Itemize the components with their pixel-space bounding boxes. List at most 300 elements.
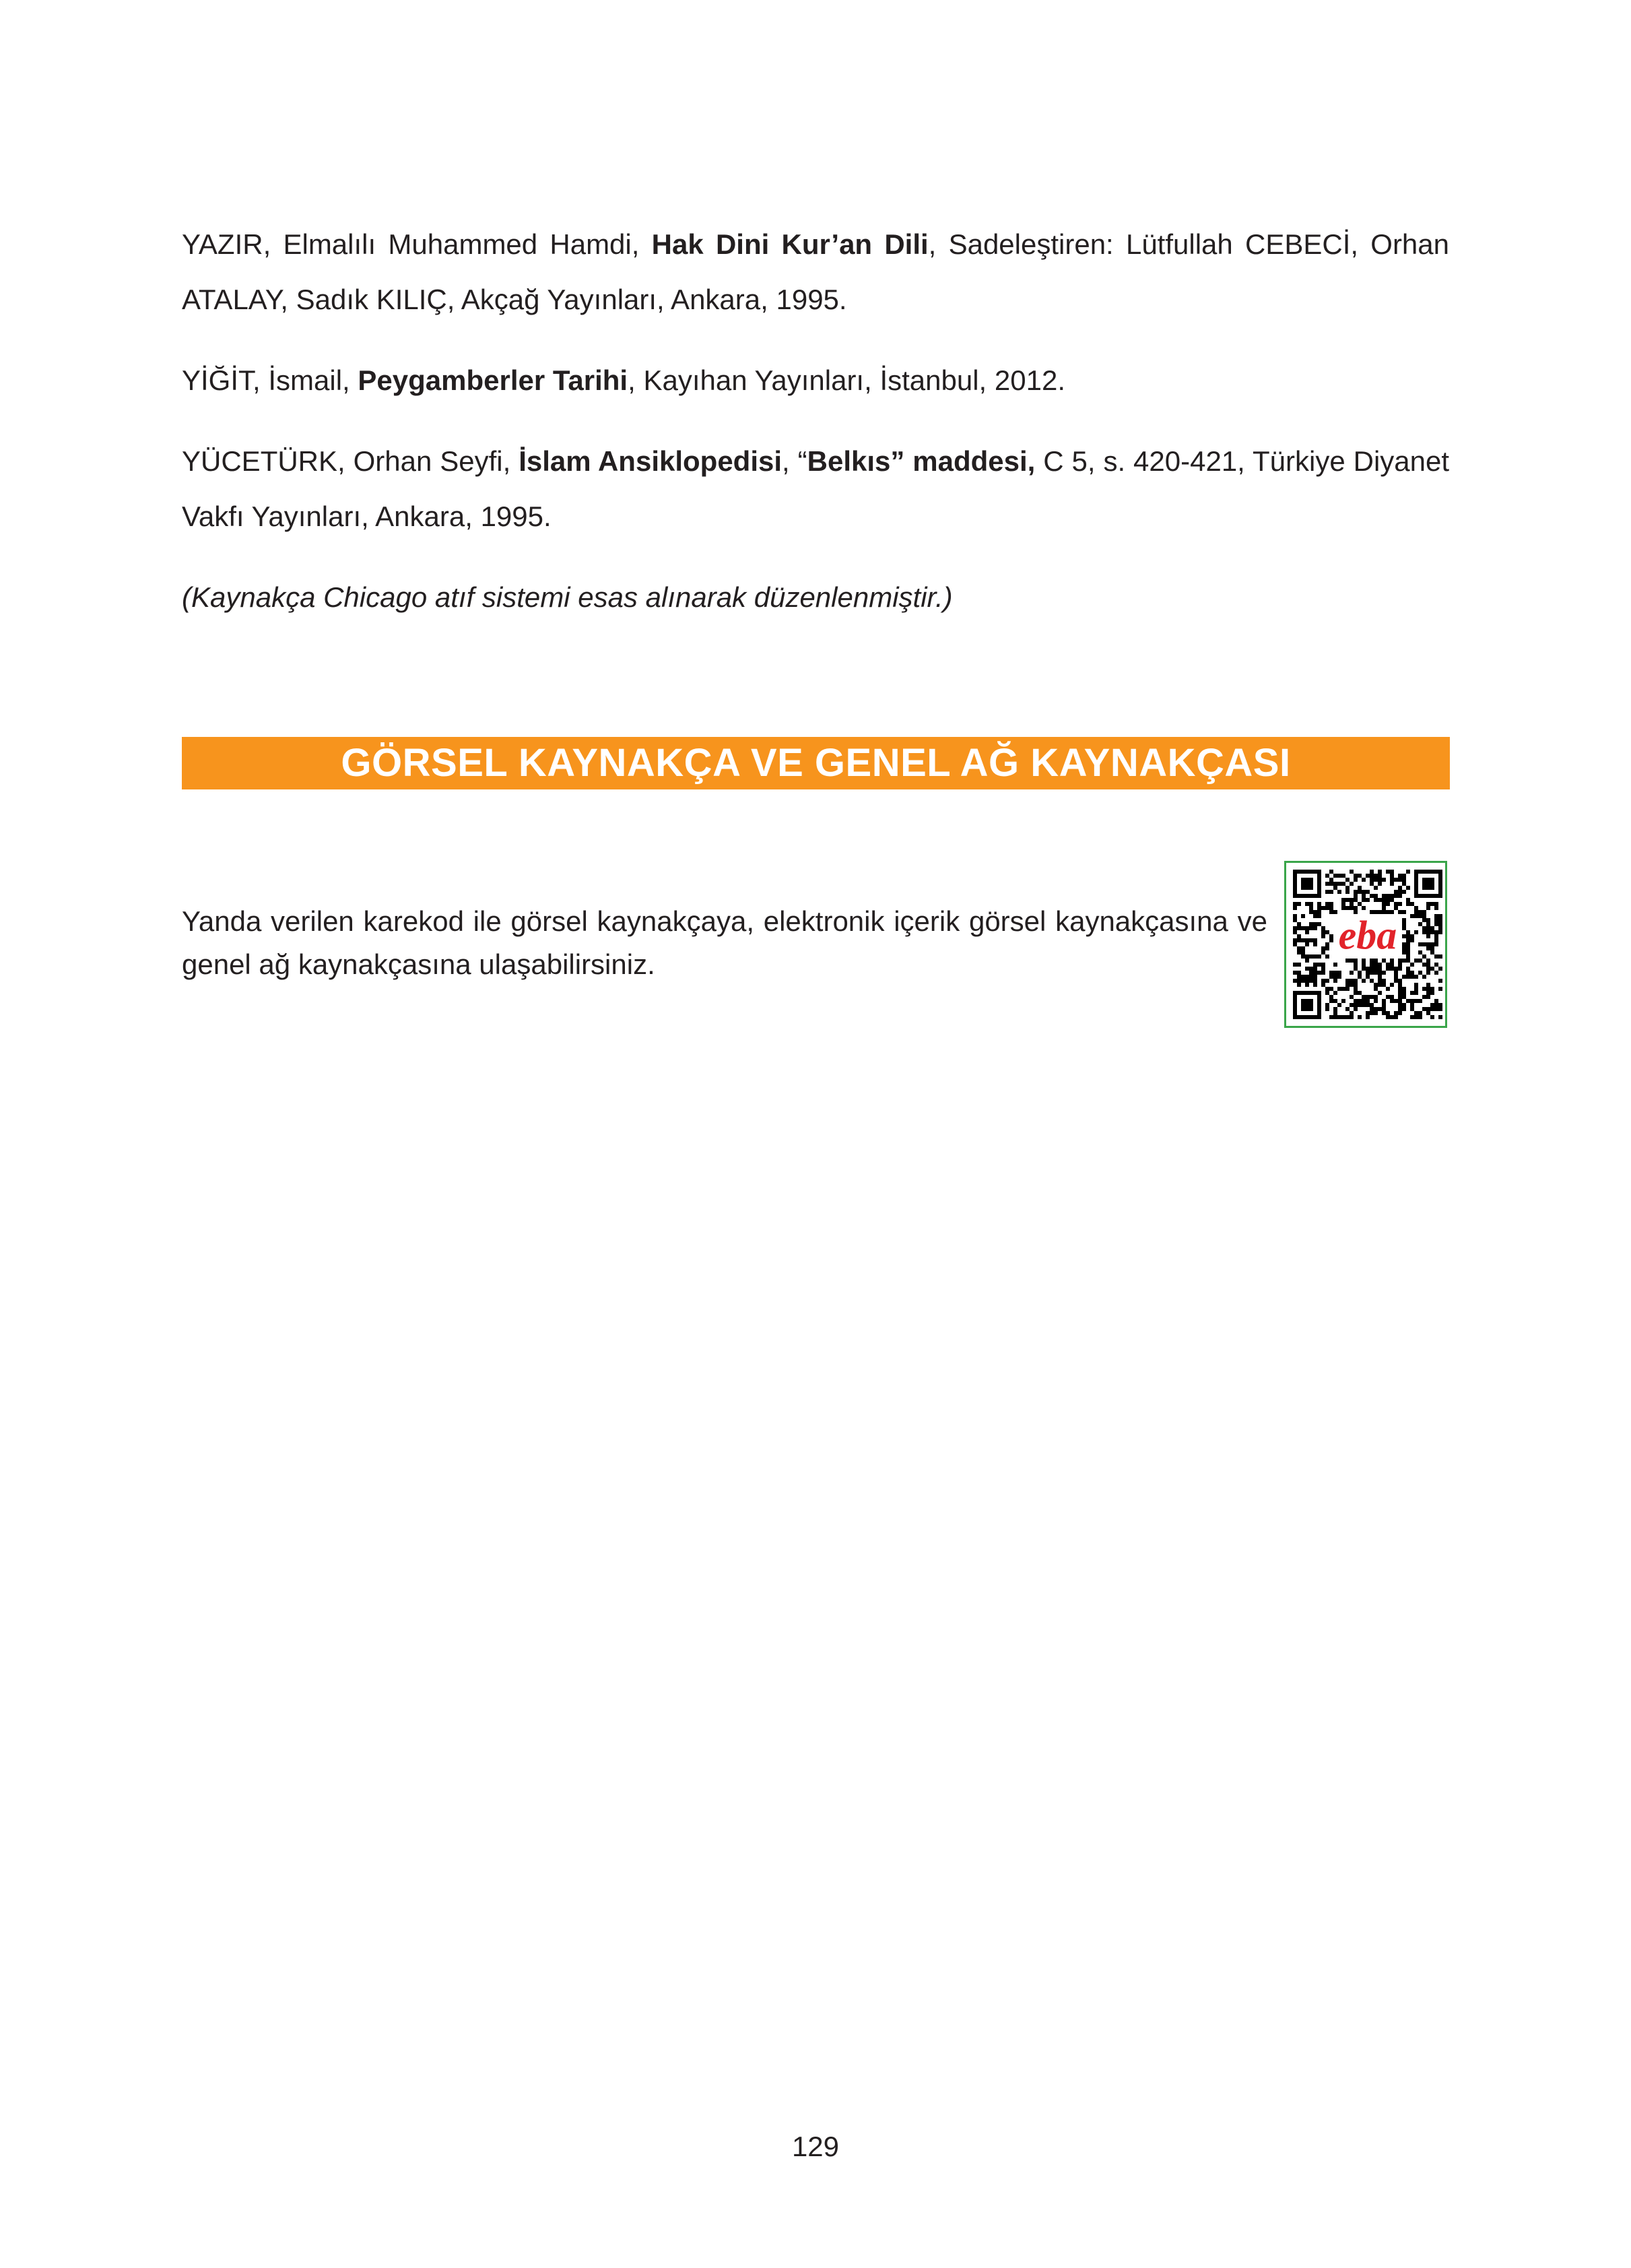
qr-module <box>1329 910 1333 914</box>
qr-module <box>1406 946 1410 950</box>
qr-module <box>1362 963 1366 967</box>
qr-module <box>1426 967 1430 971</box>
qr-module <box>1309 979 1313 983</box>
qr-module <box>1309 938 1313 942</box>
qr-module <box>1354 979 1358 983</box>
qr-module <box>1329 878 1333 882</box>
qr-module <box>1313 938 1317 942</box>
qr-module <box>1374 963 1378 967</box>
qr-module <box>1297 934 1301 938</box>
qr-module <box>1382 979 1386 983</box>
qr-module <box>1329 882 1333 886</box>
qr-module <box>1297 926 1301 930</box>
qr-module <box>1398 890 1402 894</box>
qr-module <box>1325 987 1329 991</box>
qr-module <box>1438 954 1442 959</box>
qr-module <box>1354 987 1358 991</box>
qr-module <box>1398 987 1402 991</box>
qr-module <box>1426 1007 1430 1011</box>
qr-module <box>1329 975 1333 979</box>
qr-module <box>1414 991 1418 995</box>
qr-module <box>1434 999 1438 1003</box>
qr-module <box>1410 938 1414 942</box>
qr-module <box>1394 890 1398 894</box>
qr-module <box>1341 902 1345 906</box>
qr-module <box>1438 1003 1442 1007</box>
qr-module <box>1406 950 1410 954</box>
qr-module <box>1430 1003 1434 1007</box>
qr-module <box>1390 963 1394 967</box>
qr-module <box>1422 1007 1426 1011</box>
reference-separator: , “ <box>782 445 807 477</box>
qr-module <box>1418 999 1422 1003</box>
qr-module <box>1333 971 1337 975</box>
qr-module <box>1438 922 1442 926</box>
qr-module <box>1398 983 1402 987</box>
qr-module <box>1418 1011 1422 1015</box>
qr-module <box>1378 983 1382 987</box>
qr-module <box>1341 987 1345 991</box>
qr-module <box>1370 1011 1374 1015</box>
qr-module <box>1406 938 1410 942</box>
qr-module <box>1362 995 1366 999</box>
qr-module <box>1402 910 1406 914</box>
qr-module <box>1378 991 1382 995</box>
reference-author: YÜCETÜRK, Orhan Seyfi, <box>182 445 519 477</box>
qr-module <box>1426 902 1430 906</box>
qr-module <box>1398 979 1402 983</box>
qr-module <box>1305 967 1309 971</box>
qr-module <box>1374 995 1378 999</box>
qr-module <box>1410 934 1414 938</box>
qr-module <box>1426 991 1430 995</box>
qr-module <box>1422 918 1426 922</box>
qr-module <box>1402 987 1406 991</box>
qr-module <box>1297 983 1301 987</box>
qr-module <box>1390 995 1394 999</box>
qr-module <box>1358 902 1362 906</box>
qr-module <box>1398 1007 1402 1011</box>
qr-module <box>1398 995 1402 999</box>
qr-module <box>1362 878 1366 882</box>
qr-module <box>1350 1015 1354 1019</box>
qr-module <box>1333 1015 1337 1019</box>
reference-entry-yuceturk <box>182 434 1449 544</box>
qr-module <box>1350 983 1354 987</box>
qr-module <box>1410 1007 1414 1011</box>
qr-module <box>1313 954 1317 959</box>
qr-module <box>1333 874 1337 878</box>
qr-module <box>1358 886 1362 890</box>
qr-module <box>1370 894 1374 898</box>
qr-module <box>1321 979 1325 983</box>
qr-module <box>1398 878 1402 882</box>
citation-style-note: (Kaynakça Chicago atıf sistemi esas alınarak düzenlenmiştir.) <box>182 581 953 613</box>
qr-module <box>1394 878 1398 882</box>
qr-module <box>1394 979 1398 983</box>
qr-module <box>1414 914 1418 918</box>
qr-module <box>1309 910 1313 914</box>
qr-module <box>1382 902 1386 906</box>
qr-module <box>1309 967 1313 971</box>
reference-title: İslam Ansiklopedisi <box>519 445 783 477</box>
qr-module <box>1402 1003 1406 1007</box>
qr-module <box>1333 975 1337 979</box>
qr-module <box>1386 967 1390 971</box>
qr-module <box>1402 946 1406 950</box>
qr-module <box>1422 975 1426 979</box>
qr-module <box>1309 906 1313 910</box>
qr-module <box>1350 959 1354 963</box>
qr-module <box>1309 954 1313 959</box>
qr-module <box>1333 886 1337 890</box>
qr-module <box>1309 975 1313 979</box>
reference-title: Hak Dini Kur’an Dili <box>651 228 929 260</box>
qr-module <box>1434 902 1438 906</box>
qr-module <box>1329 934 1333 938</box>
qr-module <box>1406 886 1410 890</box>
qr-module <box>1309 971 1313 975</box>
qr-module <box>1438 930 1442 934</box>
qr-module <box>1426 971 1430 975</box>
qr-module <box>1370 959 1374 963</box>
qr-module <box>1406 942 1410 946</box>
qr-module <box>1366 967 1370 971</box>
qr-module <box>1293 930 1297 934</box>
qr-module <box>1321 934 1325 938</box>
qr-module <box>1337 975 1341 979</box>
qr-module <box>1358 1003 1362 1007</box>
qr-module <box>1390 878 1394 882</box>
qr-module <box>1354 983 1358 987</box>
qr-module <box>1350 906 1354 910</box>
qr-module <box>1325 991 1329 995</box>
qr-module <box>1370 963 1374 967</box>
qr-module <box>1394 967 1398 971</box>
qr-module <box>1325 890 1329 894</box>
qr-module <box>1321 946 1325 950</box>
qr-module <box>1402 950 1406 954</box>
qr-module <box>1358 999 1362 1003</box>
qr-module <box>1418 910 1422 914</box>
qr-module <box>1309 926 1313 930</box>
qr-module <box>1398 886 1402 890</box>
qr-module <box>1394 971 1398 975</box>
qr-module <box>1325 882 1329 886</box>
qr-module <box>1430 991 1434 995</box>
qr-module <box>1374 886 1378 890</box>
qr-module <box>1422 910 1426 914</box>
qr-module <box>1378 967 1382 971</box>
qr-module <box>1418 971 1422 975</box>
qr-module <box>1378 963 1382 967</box>
qr-module <box>1430 967 1434 971</box>
qr-module <box>1358 890 1362 894</box>
qr-module <box>1402 918 1406 922</box>
qr-module <box>1378 971 1382 975</box>
qr-module <box>1293 926 1297 930</box>
qr-module <box>1374 971 1378 975</box>
reference-entry-yazir <box>182 217 1449 327</box>
qr-module <box>1354 890 1358 894</box>
qr-module <box>1390 870 1394 874</box>
qr-module <box>1382 898 1386 902</box>
qr-module <box>1309 902 1313 906</box>
qr-module <box>1386 902 1390 906</box>
qr-module <box>1402 975 1406 979</box>
qr-module <box>1430 950 1434 954</box>
qr-module <box>1402 959 1406 963</box>
qr-module <box>1438 987 1442 991</box>
qr-module <box>1426 942 1430 946</box>
qr-module <box>1321 963 1325 967</box>
qr-module <box>1305 902 1309 906</box>
qr-module <box>1366 999 1370 1003</box>
qr-module <box>1293 971 1297 975</box>
qr-module <box>1406 959 1410 963</box>
qr-module <box>1430 930 1434 934</box>
qr-module <box>1329 902 1333 906</box>
qr-module <box>1337 874 1341 878</box>
qr-module <box>1354 1003 1358 1007</box>
qr-module <box>1362 894 1366 898</box>
qr-module <box>1374 999 1378 1003</box>
qr-module <box>1406 898 1410 902</box>
qr-module <box>1358 991 1362 995</box>
qr-module <box>1418 1015 1422 1019</box>
qr-module <box>1426 906 1430 910</box>
qr-module <box>1350 1003 1354 1007</box>
qr-module <box>1370 995 1374 999</box>
page-number: 129 <box>791 2131 840 2162</box>
qr-module <box>1370 1003 1374 1007</box>
qr-module <box>1313 983 1317 987</box>
qr-module <box>1438 967 1442 971</box>
qr-module <box>1293 979 1297 983</box>
qr-module <box>1426 995 1430 999</box>
qr-module <box>1414 975 1418 979</box>
qr-module <box>1422 954 1426 959</box>
qr-module <box>1333 979 1337 983</box>
qr-code[interactable] <box>1284 861 1447 1028</box>
qr-module <box>1329 1015 1333 1019</box>
qr-code-icon <box>1293 870 1442 1019</box>
qr-module <box>1382 906 1386 910</box>
qr-module <box>1333 991 1337 995</box>
qr-module <box>1418 942 1422 946</box>
qr-module <box>1434 938 1438 942</box>
qr-module <box>1434 922 1438 926</box>
qr-module <box>1394 894 1398 898</box>
qr-module <box>1358 1015 1362 1019</box>
qr-module <box>1350 882 1354 886</box>
qr-module <box>1410 975 1414 979</box>
qr-module <box>1410 1003 1414 1007</box>
qr-module <box>1406 967 1410 971</box>
qr-module <box>1418 922 1422 926</box>
reference-author: YAZIR, Elmalılı Muhammed Hamdi, <box>182 228 652 260</box>
qr-module <box>1390 999 1394 1003</box>
qr-module <box>1297 902 1301 906</box>
qr-module <box>1297 946 1301 950</box>
qr-module <box>1374 1007 1378 1011</box>
qr-module <box>1430 1015 1434 1019</box>
qr-module <box>1382 1011 1386 1015</box>
qr-module <box>1325 930 1329 934</box>
qr-module <box>1333 963 1337 967</box>
qr-module <box>1329 906 1333 910</box>
qr-module <box>1313 971 1317 975</box>
reference-entry-yigit <box>182 353 1449 408</box>
reference-details: , Sadeleştiren: Lütfullah CEBECİ, Orhan ATALAY, Sadık KILIÇ, Akçağ Yayınları, Ankara, 1995. <box>182 228 1450 315</box>
qr-module <box>1325 954 1329 959</box>
qr-module <box>1426 959 1430 963</box>
qr-module <box>1382 983 1386 987</box>
qr-module <box>1329 999 1333 1003</box>
qr-module <box>1317 910 1321 914</box>
qr-module <box>1370 979 1374 983</box>
qr-module <box>1398 999 1402 1003</box>
qr-module <box>1406 971 1410 975</box>
qr-module <box>1386 987 1390 991</box>
qr-module <box>1333 999 1337 1003</box>
bibliography-list <box>182 217 1449 625</box>
qr-module <box>1317 971 1321 975</box>
qr-module <box>1337 890 1341 894</box>
qr-module <box>1333 1007 1337 1011</box>
qr-module <box>1309 922 1313 926</box>
qr-module <box>1422 995 1426 999</box>
qr-module <box>1345 890 1350 894</box>
qr-module <box>1325 946 1329 950</box>
qr-module <box>1430 942 1434 946</box>
qr-module <box>1350 971 1354 975</box>
qr-module <box>1370 874 1374 878</box>
qr-module <box>1422 963 1426 967</box>
qr-module <box>1414 959 1418 963</box>
qr-module <box>1426 946 1430 950</box>
qr-module <box>1410 902 1414 906</box>
qr-module <box>1430 902 1434 906</box>
qr-module <box>1362 959 1366 963</box>
qr-module <box>1426 987 1430 991</box>
qr-module <box>1321 983 1325 987</box>
qr-module <box>1325 902 1329 906</box>
qr-module <box>1354 991 1358 995</box>
qr-module <box>1297 975 1301 979</box>
qr-module <box>1390 1015 1394 1019</box>
qr-module <box>1305 954 1309 959</box>
qr-module <box>1317 963 1321 967</box>
qr-module <box>1390 874 1394 878</box>
qr-module <box>1426 963 1430 967</box>
qr-module <box>1297 963 1301 967</box>
qr-module <box>1366 1011 1370 1015</box>
qr-module <box>1337 882 1341 886</box>
reference-details: C 5, s. 420-421, Türkiye Diyanet Vakfı Yayınları, Ankara, 1995. <box>182 445 1450 532</box>
qr-module <box>1297 922 1301 926</box>
qr-module <box>1362 898 1366 902</box>
qr-module <box>1370 882 1374 886</box>
qr-module <box>1297 971 1301 975</box>
qr-module <box>1434 942 1438 946</box>
qr-module <box>1325 1007 1329 1011</box>
qr-module <box>1325 1003 1329 1007</box>
qr-module <box>1402 874 1406 878</box>
qr-module <box>1358 975 1362 979</box>
qr-module <box>1438 914 1442 918</box>
qr-module <box>1313 922 1317 926</box>
qr-module <box>1374 959 1378 963</box>
qr-module <box>1394 999 1398 1003</box>
qr-module <box>1297 938 1301 942</box>
qr-module <box>1390 894 1394 898</box>
qr-module <box>1337 971 1341 975</box>
qr-module <box>1345 979 1350 983</box>
qr-module <box>1402 991 1406 995</box>
qr-module <box>1382 878 1386 882</box>
qr-module <box>1402 882 1406 886</box>
qr-module <box>1402 934 1406 938</box>
qr-module <box>1313 914 1317 918</box>
qr-module <box>1321 971 1325 975</box>
qr-module <box>1325 906 1329 910</box>
qr-module <box>1426 934 1430 938</box>
qr-module <box>1398 910 1402 914</box>
qr-module <box>1434 930 1438 934</box>
qr-module <box>1354 999 1358 1003</box>
qr-module <box>1382 1003 1386 1007</box>
qr-module <box>1374 983 1378 987</box>
qr-module <box>1321 950 1325 954</box>
qr-module <box>1438 979 1442 983</box>
qr-module <box>1366 975 1370 979</box>
qr-module <box>1321 930 1325 934</box>
qr-module <box>1301 979 1305 983</box>
qr-module <box>1406 930 1410 934</box>
qr-module <box>1337 1003 1341 1007</box>
qr-module <box>1398 1003 1402 1007</box>
qr-module <box>1345 1007 1350 1011</box>
qr-module <box>1434 914 1438 918</box>
qr-module <box>1402 1007 1406 1011</box>
qr-module <box>1301 975 1305 979</box>
qr-module <box>1362 906 1366 910</box>
qr-module <box>1378 870 1382 874</box>
qr-module <box>1345 1015 1350 1019</box>
qr-module <box>1378 874 1382 878</box>
qr-module <box>1366 995 1370 999</box>
qr-module <box>1378 878 1382 882</box>
qr-module <box>1341 999 1345 1003</box>
qr-module <box>1362 1003 1366 1007</box>
qr-module <box>1293 938 1297 942</box>
qr-module <box>1374 1011 1378 1015</box>
qr-module <box>1301 954 1305 959</box>
qr-module <box>1430 987 1434 991</box>
qr-module <box>1414 1011 1418 1015</box>
qr-module <box>1297 979 1301 983</box>
qr-module <box>1333 910 1337 914</box>
qr-module <box>1317 914 1321 918</box>
qr-module <box>1410 963 1414 967</box>
qr-module <box>1406 999 1410 1003</box>
qr-module <box>1301 946 1305 950</box>
qr-module <box>1434 954 1438 959</box>
qr-module <box>1293 918 1297 922</box>
qr-module <box>1438 926 1442 930</box>
qr-module <box>1366 971 1370 975</box>
